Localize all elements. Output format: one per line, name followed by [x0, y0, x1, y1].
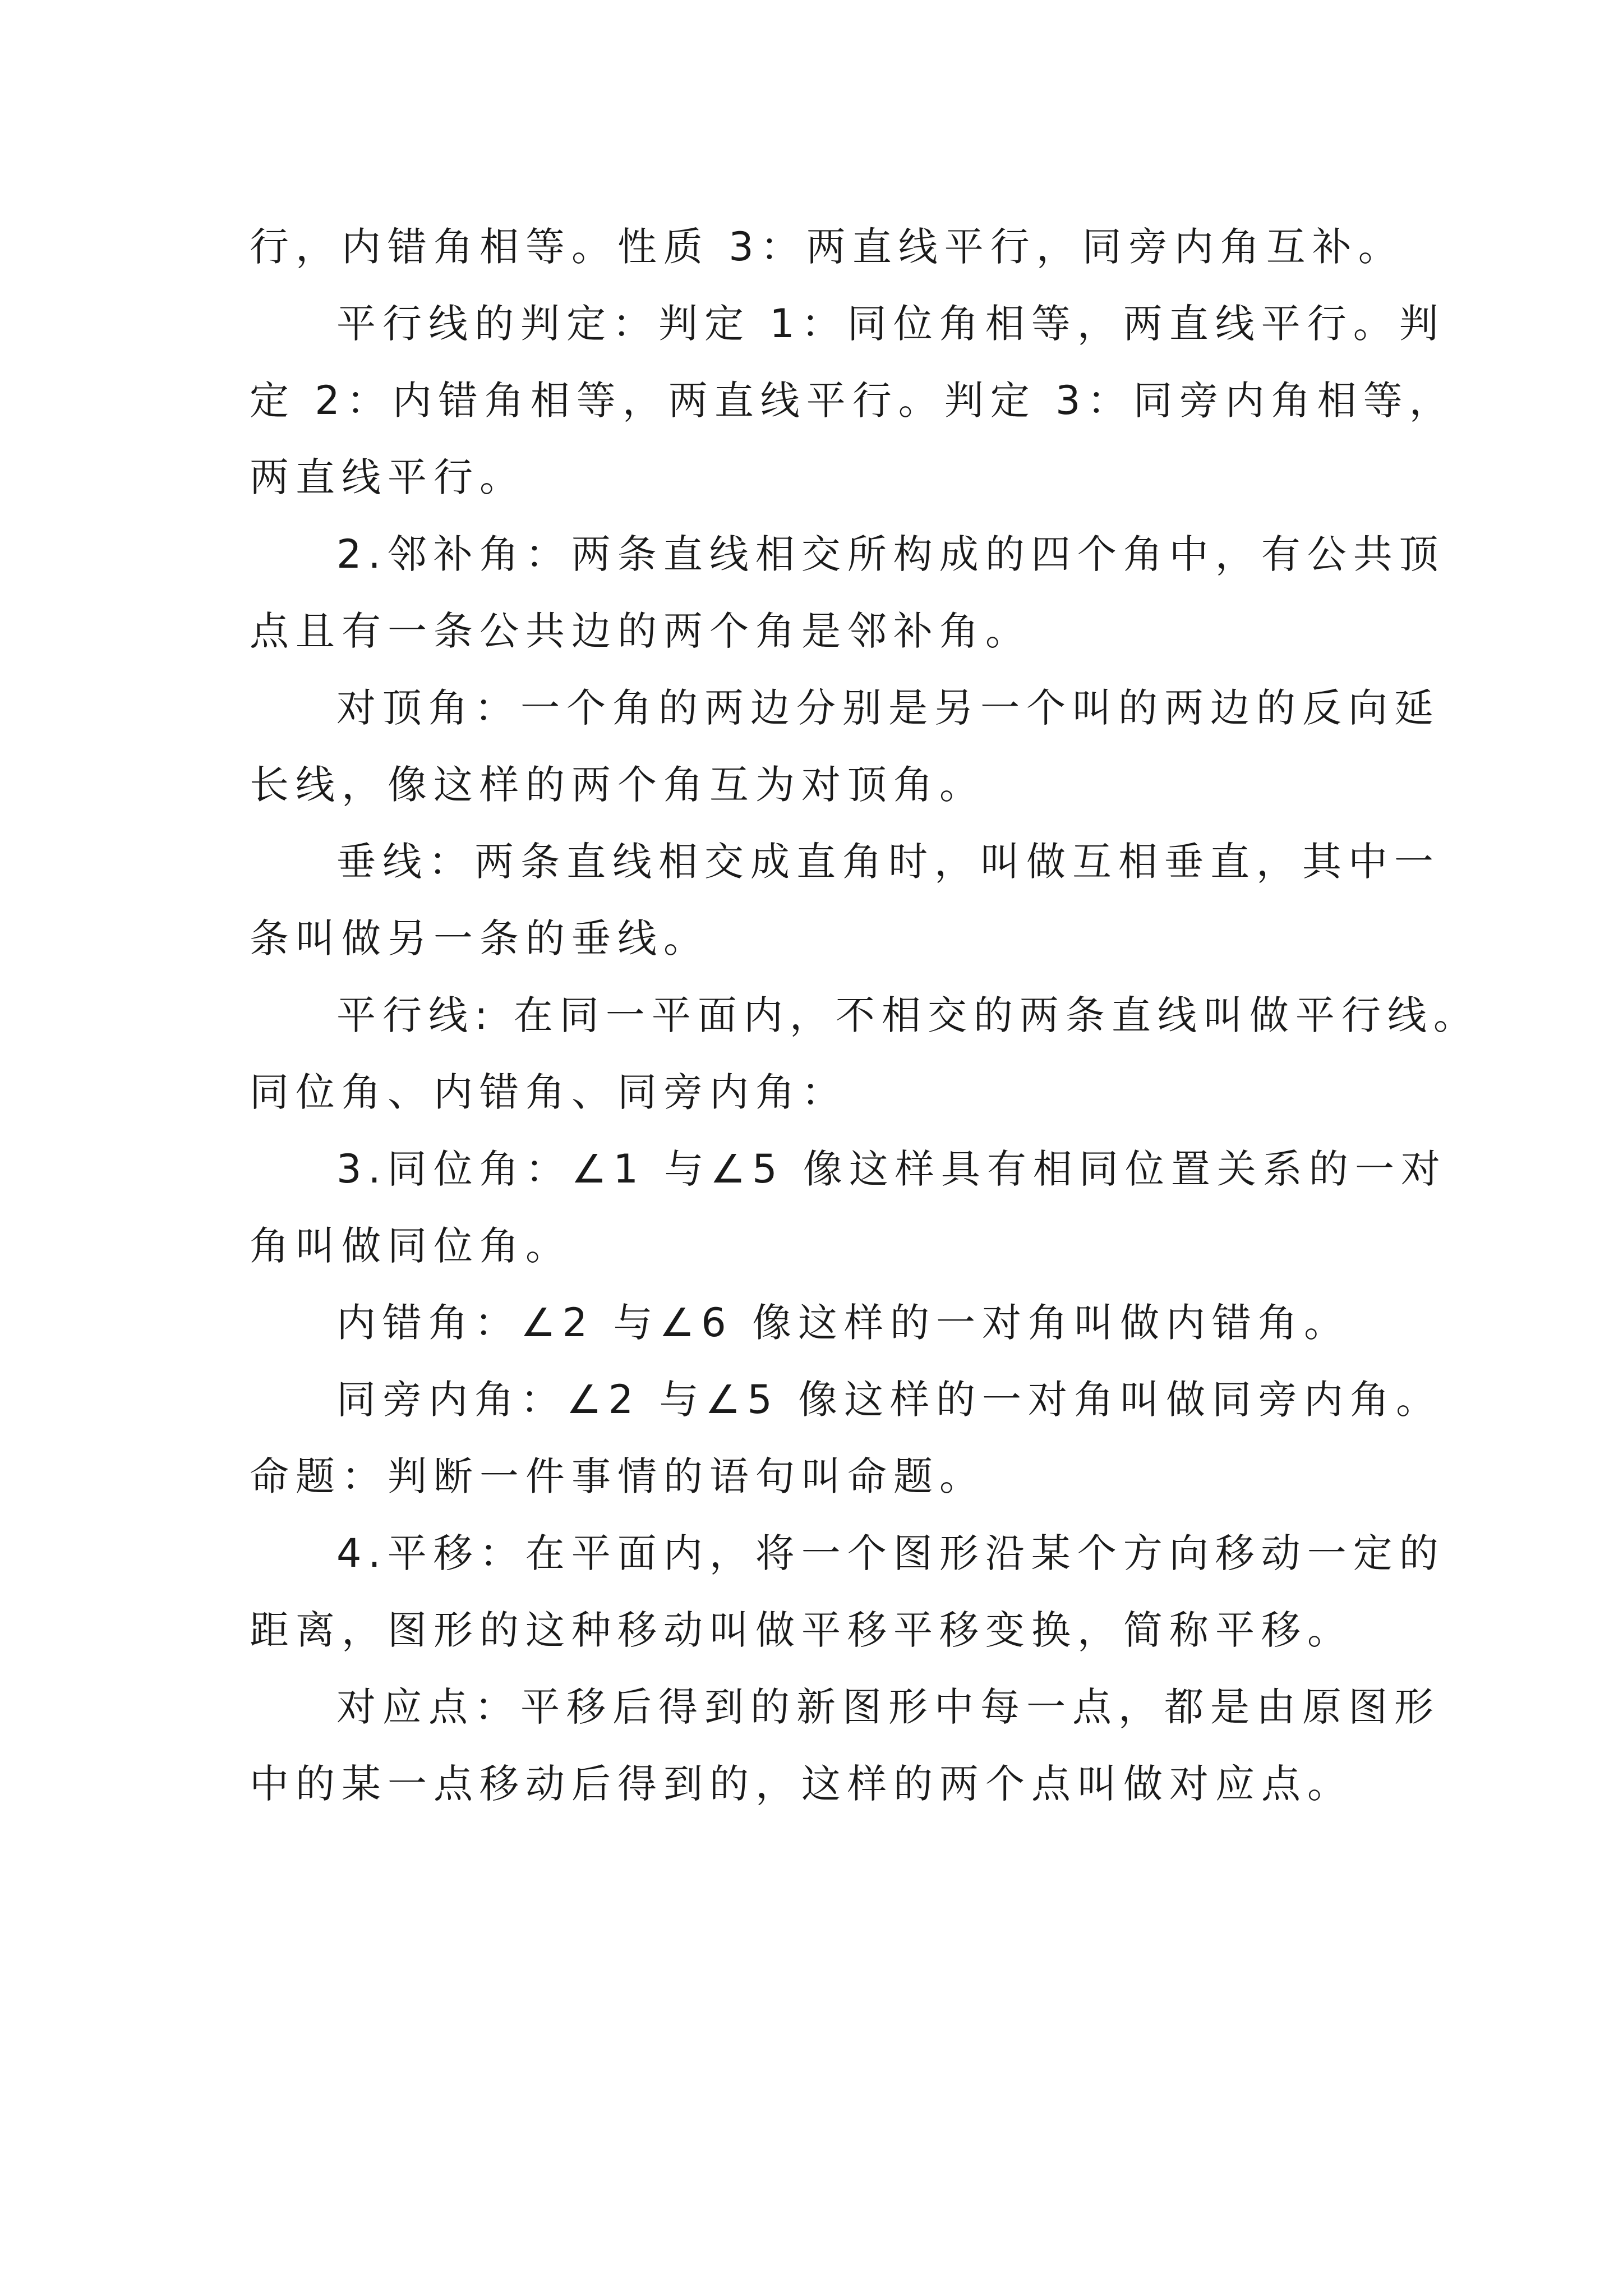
text-line: 中的某一点移动后得到的，这样的两个点叫做对应点。	[250, 1761, 1353, 1807]
text-line: 行，内错角相等。性质 3：两直线平行，同旁内角互补。	[250, 224, 1404, 270]
text-line: 对顶角：一个角的两边分别是另一个叫的两边的反向延	[336, 685, 1440, 731]
text-line: 同位角、内错角、同旁内角：	[250, 1069, 847, 1115]
text-line: 命题：判断一件事情的语句叫命题。	[250, 1453, 985, 1499]
text-line: 2.邻补角：两条直线相交所构成的四个角中，有公共顶	[336, 531, 1445, 577]
text-line: 对应点：平移后得到的新图形中每一点，都是由原图形	[336, 1684, 1440, 1730]
text-line: 条叫做另一条的垂线。	[250, 915, 709, 961]
text-body	[250, 209, 1479, 1823]
text-line: 3.同位角：∠1 与∠5 像这样具有相同位置关系的一对	[336, 1146, 1447, 1192]
text-line: 长线，像这样的两个角互为对顶角。	[250, 762, 985, 808]
text-line: 同旁内角：∠2 与∠5 像这样的一对角叫做同旁内角。	[336, 1377, 1442, 1423]
text-line: 垂线：两条直线相交成直角时，叫做互相垂直，其中一	[336, 839, 1440, 885]
text-line: 4.平移：在平面内，将一个图形沿某个方向移动一定的	[336, 1530, 1445, 1576]
text-line: 平行线: 在同一平面内，不相交的两条直线叫做平行线。	[336, 992, 1479, 1038]
text-line: 点且有一条公共边的两个角是邻补角。	[250, 608, 1031, 654]
text-line: 两直线平行。	[250, 454, 525, 500]
text-line: 定 2：内错角相等，两直线平行。判定 3：同旁内角相等，	[250, 378, 1455, 424]
text-line: 距离，图形的这种移动叫做平移平移变换，简称平移。	[250, 1607, 1353, 1653]
text-line: 角叫做同位角。	[250, 1223, 571, 1269]
text-line: 内错角：∠2 与∠6 像这样的一对角叫做内错角。	[336, 1300, 1350, 1346]
text-line: 平行线的判定：判定 1：同位角相等，两直线平行。判	[336, 301, 1445, 347]
